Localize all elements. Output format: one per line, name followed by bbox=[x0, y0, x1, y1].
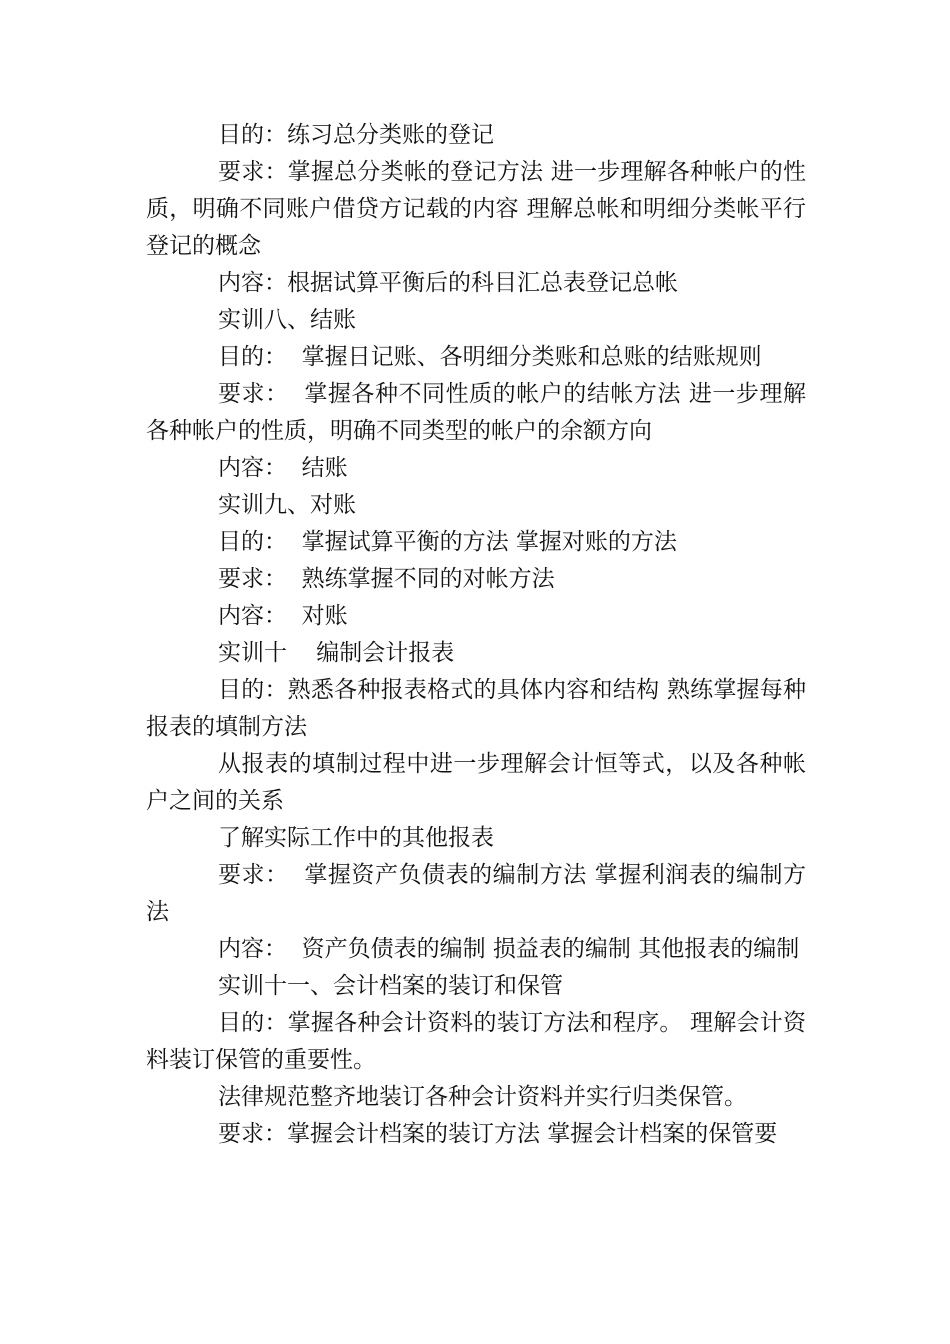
heading-training-10: 实训十 编制会计报表 bbox=[218, 640, 455, 666]
paragraph-requirement-reconciliation: 要求： 熟练掌握不同的对帐方法 bbox=[218, 566, 555, 592]
paragraph-purpose-general-ledger: 目的：练习总分类账的登记 bbox=[218, 122, 494, 148]
paragraph-purpose-reconciliation: 目的： 掌握试算平衡的方法 掌握对账的方法 bbox=[218, 529, 677, 555]
paragraph-purpose-reports: 目的：熟悉各种报表格式的具体内容和结构 熟练掌握每种报表的填制方法 bbox=[146, 677, 806, 740]
document-body bbox=[146, 117, 806, 1153]
heading-training-9: 实训九、对账 bbox=[218, 492, 356, 518]
paragraph-requirement-archives: 要求：掌握会计档案的装订方法 掌握会计档案的保管要 bbox=[218, 1121, 778, 1147]
paragraph-content-reconciliation: 内容： 对账 bbox=[218, 603, 348, 629]
paragraph-purpose-closing: 目的： 掌握日记账、各明细分类账和总账的结账规则 bbox=[218, 344, 762, 370]
paragraph-archives-binding: 法律规范整齐地装订各种会计资料并实行归类保管。 bbox=[218, 1084, 747, 1110]
paragraph-purpose-archives: 目的：掌握各种会计资料的装订方法和程序。 理解会计资料装订保管的重要性。 bbox=[146, 1010, 806, 1073]
paragraph-content-closing: 内容： 结账 bbox=[218, 455, 348, 481]
heading-training-8: 实训八、结账 bbox=[218, 307, 356, 333]
paragraph-requirement-general-ledger: 要求：掌握总分类帐的登记方法 进一步理解各种帐户的性质，明确不同账户借贷方记载的内容 理解总帐和明细分类帐平行登记的概念 bbox=[146, 159, 806, 259]
paragraph-requirement-closing: 要求： 掌握各种不同性质的帐户的结帐方法 进一步理解各种帐户的性质，明确不同类型的帐户的余额方向 bbox=[146, 381, 806, 444]
paragraph-requirement-reports: 要求： 掌握资产负债表的编制方法 掌握利润表的编制方法 bbox=[146, 862, 806, 925]
heading-training-11: 实训十一、会计档案的装订和保管 bbox=[218, 973, 563, 999]
paragraph-reports-other: 了解实际工作中的其他报表 bbox=[218, 825, 494, 851]
paragraph-reports-equation: 从报表的填制过程中进一步理解会计恒等式，以及各种帐户之间的关系 bbox=[146, 751, 806, 814]
paragraph-content-general-ledger: 内容：根据试算平衡后的科目汇总表登记总帐 bbox=[218, 270, 678, 296]
paragraph-content-reports: 内容： 资产负债表的编制 损益表的编制 其他报表的编制 bbox=[218, 936, 800, 962]
